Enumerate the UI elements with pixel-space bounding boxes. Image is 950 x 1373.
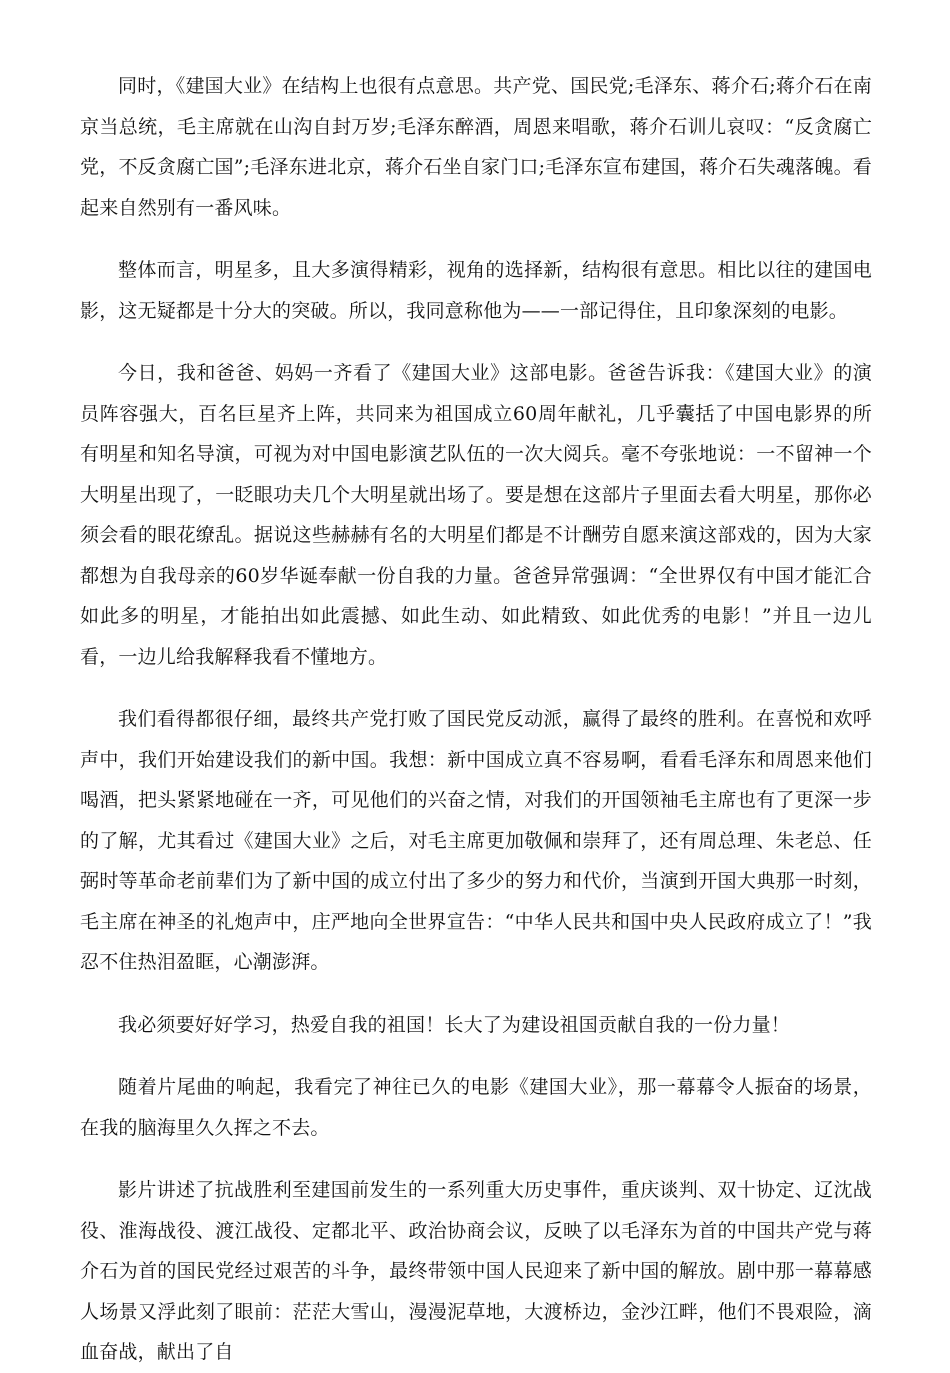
paragraph-summary: 整体而言，明星多，且大多演得精彩，视角的选择新，结构很有意思。相比以往的建国电影，这无疑都是十分大的突破。所以，我同意称他为——一部记得住，且印象深刻的电影。 <box>80 259 872 322</box>
paragraph-structure: 同时，《建国大业》在结构上也很有点意思。共产党、国民党;毛泽东、蒋介石;蒋介石在南京当总统，毛主席就在山沟自封万岁;毛泽东醉酒，周恩来唱歌，蒋介石训儿哀叹：“反贪腐亡党，不反贪腐亡国”;毛泽东进北京，蒋介石坐自家门口;毛泽东宣布建国，蒋介石失魂落魄。看起来自然别有一番风味。 <box>80 75 872 219</box>
paragraph-family-viewing: 今日，我和爸爸、妈妈一齐看了《建国大业》这部电影。爸爸告诉我：《建国大业》的演员阵容强大，百名巨星齐上阵，共同来为祖国成立60周年献礼，几乎囊括了中国电影界的所有明星和知名导演，可视为对中国电影演艺队伍的一次大阅兵。毫不夸张地说：一不留神一个大明星出现了，一眨眼功夫几个大明星就出场了。要是想在这部片子里面去看大明星，那你必须会看的眼花缭乱。据说这些赫赫有名的大明星们都是不计酬劳自愿来演这部戏的，因为大家都想为自我母亲的60岁华诞奉献一份自我的力量。爸爸异常强调：“全世界仅有中国才能汇合如此多的明星，才能拍出如此震撼、如此生动、如此精致、如此优秀的电影！”并且一边儿看，一边儿给我解释我看不懂地方。 <box>80 362 872 668</box>
paragraph-victory: 我们看得都很仔细，最终共产党打败了国民党反动派，赢得了最终的胜利。在喜悦和欢呼声中，我们开始建设我们的新中国。我想：新中国成立真不容易啊，看看毛泽东和周恩来他们喝酒，把头紧紧地碰在一齐，可见他们的兴奋之情，对我们的开国领袖毛主席也有了更深一步的了解，尤其看过《建国大业》之后，对毛主席更加敬佩和崇拜了，还有周总理、朱老总、任弼时等革命老前辈们为了新中国的成立付出了多少的努力和代价，当演到开国大典那一时刻，毛主席在神圣的礼炮声中，庄严地向全世界宣告：“中华人民共和国中央人民政府成立了！”我忍不住热泪盈眶，心潮澎湃。 <box>80 708 872 973</box>
paragraph-ending-song: 随着片尾曲的响起，我看完了神往已久的电影《建国大业》，那一幕幕令人振奋的场景，在我的脑海里久久挥之不去。 <box>80 1076 872 1139</box>
paragraph-resolution: 我必须要好好学习，热爱自我的祖国！长大了为建设祖国贡献自我的一份力量！ <box>118 1013 791 1036</box>
paragraph-history: 影片讲述了抗战胜利至建国前发生的一系列重大历史事件，重庆谈判、双十协定、辽沈战役、淮海战役、渡江战役、定都北平、政治协商会议，反映了以毛泽东为首的中国共产党与蒋介石为首的国民党经过艰苦的斗争，最终带领中国人民迎来了新中国的解放。剧中那一幕幕感人场景又浮此刻了眼前：茫茫大雪山，漫漫泥草地，大渡桥边，金沙江畔，他们不畏艰险，滴血奋战，献出了自 <box>80 1179 872 1363</box>
